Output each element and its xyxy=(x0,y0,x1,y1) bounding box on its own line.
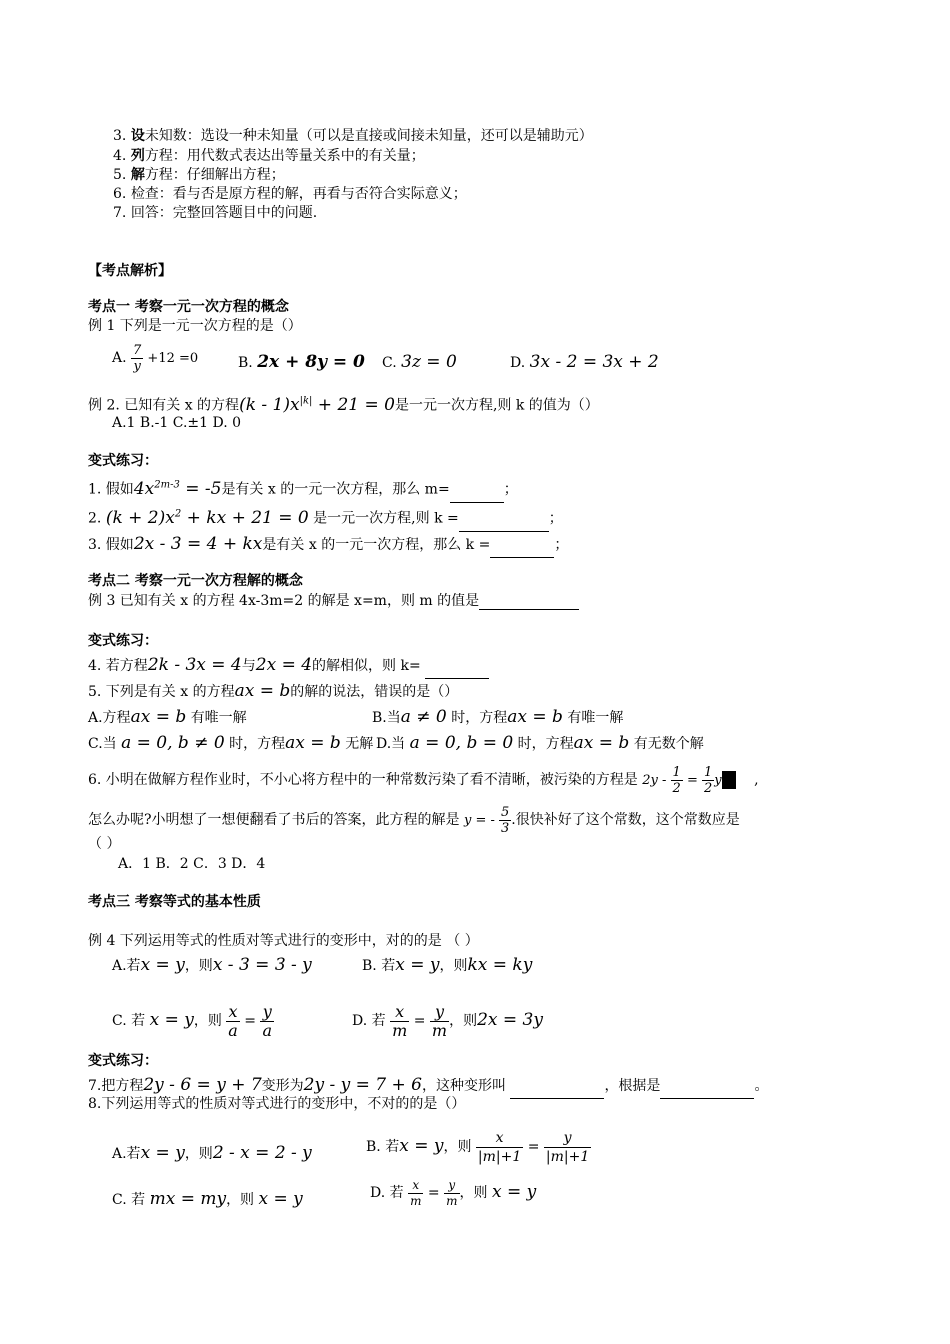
step-7: 7. 回答：完整回答题目中的问题. xyxy=(113,205,318,221)
kd3-title: 考点三 考察等式的基本性质 xyxy=(88,894,261,910)
practice-1: 1. 假如$4x^{2m-3} = -5$是有关 x 的一元一次方程，那么 m= ； xyxy=(88,472,518,503)
practice-8-option-a: A.若x = y，则2 - x = 2 - y xyxy=(112,1143,312,1163)
ink-stain xyxy=(722,771,736,789)
step-5: 5. 解方程：仔细解出方程； xyxy=(113,167,285,183)
practice-6-line1: 6. 小明在做解方程作业时，不小心将方程中的一种常数污染了看不清晰，被污染的方程是 2y - $\frac{1}{2}$ = $\frac{1}{2}$ y , xyxy=(88,764,759,796)
ex2-question: 例 2. 已知有关 x 的方程$(k - 1)x^{|k|} + 21 = 0$是一元一次方程,则 k 的值为（） xyxy=(88,394,599,415)
practice-5-option-d: D.当 a = 0, b = 0 时，方程ax = b 有无数个解 xyxy=(376,733,704,753)
step-3: 3. 设未知数：选设一种未知量（可以是直接或间接未知量，还可以是辅助元） xyxy=(113,128,593,144)
practice-2: 2. $(k + 2)x^2$ + kx + 21 = 0 是一元一次方程,则 k = ； xyxy=(88,501,563,532)
practice-8: 8.下列运用等式的性质对等式进行的变形中，不对的的是（） xyxy=(88,1096,466,1112)
practice-3: 3. 假如2x - 3 = 4 + kx是有关 x 的一元一次方程，那么 k = ； xyxy=(88,531,568,558)
kd1-title: 考点一 考察一元一次方程的概念 xyxy=(88,299,289,315)
step-4: 4. 列方程：用代数式表达出等量关系中的有关量； xyxy=(113,148,425,164)
kd2-title: 考点二 考察一元一次方程解的概念 xyxy=(88,573,303,589)
ex2-options: A.1 B.-1 C.±1 D. 0 xyxy=(112,415,242,431)
practice-6-paren: （ ） xyxy=(88,836,121,852)
ex4-option-c: C. 若 x = y，则 $\frac{x}{a}$ = $\frac{y}{a}$ xyxy=(112,1001,273,1040)
practice-5-option-a: A.方程ax = b 有唯一解 xyxy=(88,707,247,727)
kd1-practice-title: 变式练习： xyxy=(88,453,158,469)
ex1-option-a: A. $\frac{7}{y}$ +12 =0 xyxy=(112,342,199,374)
ex4-option-b: B. 若x = y，则kx = ky xyxy=(362,955,533,975)
practice-5-option-c: C.当 a = 0, b ≠ 0 时，方程ax = b 无解 xyxy=(88,733,374,753)
practice-5-option-b: B.当a ≠ 0 时，方程ax = b 有唯一解 xyxy=(372,707,624,727)
ex1-option-b: B. 2x + 8y = 0 xyxy=(238,352,365,372)
ex4-option-d: D. 若 $\frac{x}{m}$ = $\frac{y}{m}$ ，则2x = 3y xyxy=(352,1001,543,1040)
kd3-practice-title: 变式练习： xyxy=(88,1053,158,1069)
kd2-practice-title: 变式练习： xyxy=(88,633,158,649)
practice-8-option-b: B. 若x = y，则 $\frac{x}{|m|+1}$ = $\frac{y}{|m|+1}$ xyxy=(366,1129,590,1165)
ex1-option-d: D. 3x - 2 = 3x + 2 xyxy=(510,352,659,372)
practice-8-option-c: C. 若 mx = my，则 x = y xyxy=(112,1189,303,1209)
ex1-option-c: C. 3z = 0 xyxy=(382,352,457,372)
practice-4: 4. 若方程2k - 3x = 4与2x = 4的解相似，则 k= xyxy=(88,652,489,679)
practice-8-option-d: D. 若 $\frac{x}{m}$ = $\frac{y}{m}$ ，则 x = y xyxy=(370,1177,537,1208)
ex1-question: 例 1 下列是一元一次方程的是（） xyxy=(88,318,302,334)
practice-5: 5. 下列是有关 x 的方程ax = b的解的说法，错误的是（） xyxy=(88,681,459,701)
ex4-option-a: A.若x = y，则x - 3 = 3 - y xyxy=(112,955,312,975)
ex3-question: 例 3 已知有关 x 的方程 4x-3m=2 的解是 x=m，则 m 的值是 xyxy=(88,592,579,610)
practice-7: 7.把方程2y - 6 = y + 7变形为2y - y = 7 + 6，这种变形叫 ，根据是 。 xyxy=(88,1072,768,1099)
step-6: 6. 检查：看与否是原方程的解，再看与否符合实际意义； xyxy=(113,186,467,202)
practice-6-options: A．1 B．2 C．3 D．4 xyxy=(118,856,266,872)
practice-6-line2: 怎么办呢?小明想了一想便翻看了书后的答案，此方程的解是 y = - $\frac{5}{3}$ .很快补好了这个常数，这个常数应是 xyxy=(88,804,740,836)
section-title: 【考点解析】 xyxy=(88,263,172,279)
ex4-question: 例 4 下列运用等式的性质对等式进行的变形中，对的的是 （ ） xyxy=(88,933,479,949)
